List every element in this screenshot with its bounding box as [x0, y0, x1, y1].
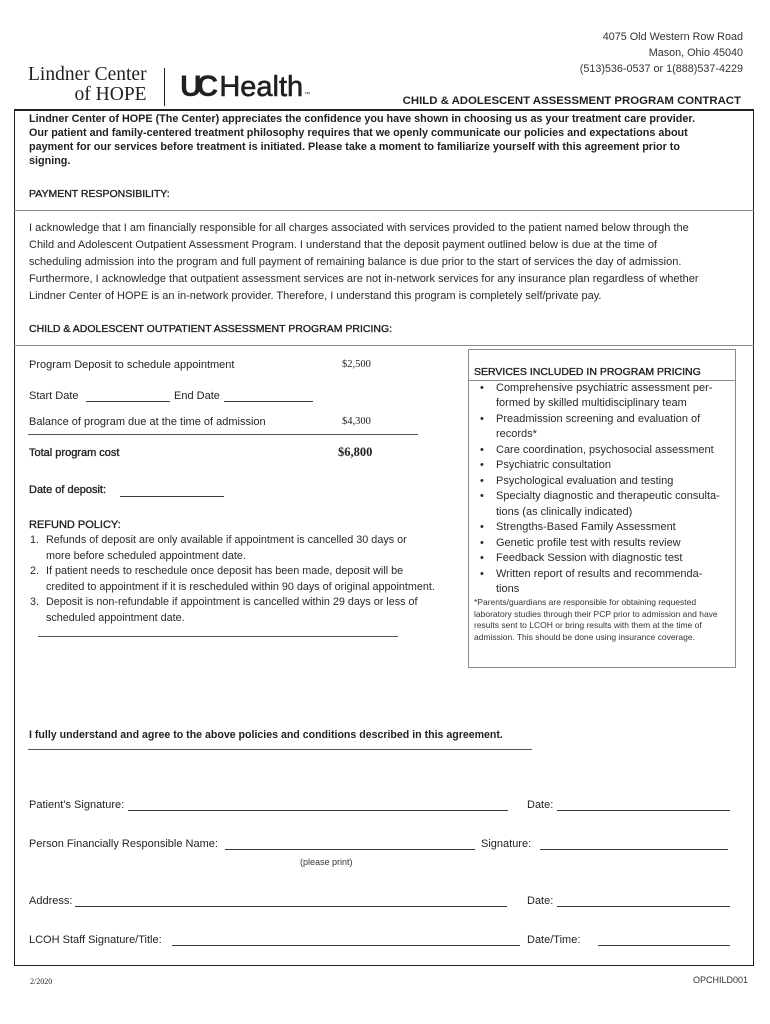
- refund-item-number: 3.: [30, 596, 40, 609]
- paragraph-line: scheduling admission into the program and full payment of remaining balance is due prior to the start of services the day of admission.: [29, 255, 682, 268]
- total-amount: $6,800: [338, 445, 373, 459]
- staff-signature-label: LCOH Staff Signature/Title:: [29, 933, 162, 946]
- date-of-deposit-label: Date of deposit:: [29, 483, 107, 496]
- address-street: 4075 Old Western Row Road: [602, 31, 743, 43]
- health-wordmark: Health: [219, 71, 304, 103]
- refund-item-text: Deposit is non-refundable if appointment is cancelled within 29 days or less of: [46, 596, 418, 609]
- responsible-name-label: Person Financially Responsible Name:: [29, 837, 218, 850]
- total-label: Total program cost: [29, 446, 120, 459]
- refund-policy-heading: REFUND POLICY:: [29, 518, 121, 531]
- service-text: Psychological evaluation and testing: [496, 474, 674, 487]
- list-item: [480, 443, 720, 459]
- refund-item-number: 2.: [30, 565, 40, 578]
- paragraph-line: Child and Adolescent Outpatient Assessment Program. I understand that the deposit payment outlined below is due at the time of: [29, 238, 657, 251]
- pricing-heading: CHILD & ADOLESCENT OUTPATIENT ASSESSMENT PROGRAM PRICING:: [29, 322, 393, 335]
- bullet-icon: •: [480, 443, 484, 456]
- paragraph-line: Lindner Center of HOPE is an in-network provider. Therefore, I understand this program is completely self/private pay.: [29, 289, 602, 302]
- address-phone: (513)536-0537 or 1(888)537-4229: [579, 63, 743, 75]
- list-item: [480, 536, 720, 552]
- service-text: tions: [496, 583, 520, 595]
- refund-policy-list: [30, 533, 435, 627]
- agreement-statement-rule: [28, 749, 532, 750]
- refund-item: [30, 533, 435, 549]
- bullet-icon: •: [480, 521, 484, 533]
- intro-line: Our patient and family-centered treatment philosophy requires that we openly communicate our policies and expectations about: [29, 127, 688, 139]
- bullet-icon: •: [480, 459, 484, 471]
- responsible-signature-field[interactable]: [540, 849, 728, 850]
- address-label: Address:: [29, 894, 73, 907]
- services-heading: SERVICES INCLUDED IN PROGRAM PRICING: [474, 365, 701, 378]
- patient-signature-label: Patient’s Signature:: [29, 798, 125, 811]
- bullet-icon: •: [480, 490, 484, 502]
- refund-item-number: 1.: [30, 534, 40, 546]
- footnote-line: laboratory studies through their PCP prior to admission and have: [474, 608, 718, 619]
- intro-line: signing.: [29, 155, 71, 167]
- address-field[interactable]: [75, 906, 507, 907]
- service-text: tions (as clinically indicated): [496, 505, 633, 518]
- refund-item: [30, 564, 435, 580]
- end-date-label: End Date: [174, 389, 220, 402]
- refund-item: [30, 595, 435, 611]
- intro-line: Lindner Center of HOPE (The Center) appreciates the confidence you have shown in choosing us as your treatment care provider.: [29, 113, 695, 125]
- deposit-label: Program Deposit to schedule appointment: [29, 358, 235, 371]
- start-date-field[interactable]: [86, 401, 170, 402]
- form-code: OPCHILD001: [692, 975, 748, 985]
- list-item-continued: [480, 396, 720, 412]
- list-item: [480, 551, 720, 567]
- deposit-amount: $2,500: [342, 359, 371, 370]
- services-list: [480, 381, 720, 598]
- date-label: Date:: [527, 894, 554, 907]
- service-text: records*: [496, 428, 537, 440]
- list-item: [480, 520, 720, 536]
- service-text: Preadmission screening and evaluation of: [496, 412, 701, 425]
- start-date-label: Start Date: [29, 389, 79, 402]
- end-date-field[interactable]: [224, 401, 313, 402]
- list-item: [480, 474, 720, 490]
- service-text: Care coordination, psychosocial assessment: [496, 443, 714, 456]
- address-city: Mason, Ohio 45040: [648, 47, 743, 59]
- date-time-label: Date/Time:: [527, 933, 581, 946]
- list-item: [480, 381, 720, 397]
- services-footnote: [474, 597, 718, 644]
- list-item: [480, 458, 720, 474]
- uc-health-logo: [180, 71, 310, 111]
- responsible-name-field[interactable]: [225, 849, 475, 850]
- logo-text-line1: Lindner Center: [28, 64, 147, 85]
- refund-policy-rule: [38, 636, 398, 637]
- bullet-icon: •: [480, 552, 484, 564]
- list-item-continued: [480, 505, 720, 521]
- logo-divider: [164, 68, 165, 106]
- balance-label: Balance of program due at the time of admission: [29, 415, 266, 428]
- service-text: Comprehensive psychiatric assessment per-: [496, 381, 713, 394]
- bullet-icon: •: [480, 567, 484, 580]
- lindner-center-logo: [28, 65, 147, 105]
- bullet-icon: •: [480, 381, 484, 394]
- service-text: Feedback Session with diagnostic test: [496, 552, 683, 564]
- pricing-total-rule: [28, 434, 418, 435]
- logo-text-line2: of HOPE: [74, 84, 147, 105]
- date-label: Date:: [527, 798, 554, 811]
- intro-line: payment for our services before treatment is initiated. Please take a moment to familiarize yourself with this agreement prior to: [29, 141, 680, 153]
- list-item: [480, 412, 720, 428]
- footnote-line: results sent to LCOH or bring results with them at the time of: [474, 620, 702, 631]
- address-date-field[interactable]: [557, 906, 730, 907]
- intro-paragraph: [29, 112, 695, 168]
- list-item-continued: [480, 427, 720, 443]
- paragraph-line: I acknowledge that I am financially responsible for all charges associated with services provided to the patient named below through the: [29, 221, 689, 234]
- refund-item-text: If patient needs to reschedule once deposit has been made, deposit will be: [46, 565, 404, 578]
- contract-title: CHILD & ADOLESCENT ASSESSMENT PROGRAM CONTRACT: [402, 95, 741, 107]
- section-divider: [14, 345, 754, 346]
- center-address: [580, 29, 743, 77]
- service-text: Written report of results and recommenda-: [496, 567, 703, 580]
- refund-item-text: credited to appointment if it is rescheduled within 90 days of original appointment.: [46, 580, 435, 593]
- refund-item-text: scheduled appointment date.: [46, 611, 185, 624]
- trademark-symbol: ™: [304, 92, 311, 98]
- balance-amount: $4,300: [342, 416, 371, 427]
- section-divider: [14, 210, 754, 211]
- list-item: [480, 489, 720, 505]
- service-text: formed by skilled multidisciplinary team: [496, 397, 687, 409]
- date-of-deposit-field[interactable]: [120, 496, 224, 497]
- please-print-hint: (please print): [300, 856, 353, 867]
- patient-date-field[interactable]: [557, 810, 730, 811]
- footnote-line: *Parents/guardians are responsible for obtaining requested: [474, 597, 697, 607]
- bullet-icon: •: [480, 536, 484, 549]
- service-text: Specialty diagnostic and therapeutic consulta-: [496, 490, 720, 502]
- refund-item-text: Refunds of deposit are only available if appointment is cancelled 30 days or: [46, 534, 407, 546]
- service-text: Psychiatric consultation: [496, 459, 611, 471]
- revision-date: 2/2020: [30, 977, 53, 986]
- payment-responsibility-heading: PAYMENT RESPONSIBILITY:: [29, 187, 170, 200]
- bullet-icon: •: [480, 412, 484, 425]
- list-item: [480, 567, 720, 583]
- date-time-field[interactable]: [598, 945, 730, 946]
- refund-item-continued: [30, 549, 435, 565]
- refund-item-continued: [30, 611, 435, 627]
- refund-item-continued: [30, 580, 435, 596]
- uc-logo-mark: UC: [180, 70, 214, 103]
- agreement-statement: I fully understand and agree to the above policies and conditions described in this agreement.: [29, 729, 503, 741]
- service-text: Genetic profile test with results review: [496, 536, 681, 549]
- bullet-icon: •: [480, 474, 484, 487]
- payment-responsibility-paragraph: [29, 220, 699, 305]
- footnote-line: admission. This should be done using insurance coverage.: [474, 632, 695, 643]
- staff-signature-field[interactable]: [172, 945, 520, 946]
- list-item-continued: [480, 582, 720, 598]
- refund-item-text: more before scheduled appointment date.: [46, 549, 246, 562]
- paragraph-line: Furthermore, I acknowledge that outpatient assessment services are not in-network services for any insurance plan regardless of whether: [29, 272, 699, 285]
- signature-label: Signature:: [481, 837, 532, 850]
- service-text: Strengths-Based Family Assessment: [496, 521, 676, 533]
- patient-signature-field[interactable]: [128, 810, 508, 811]
